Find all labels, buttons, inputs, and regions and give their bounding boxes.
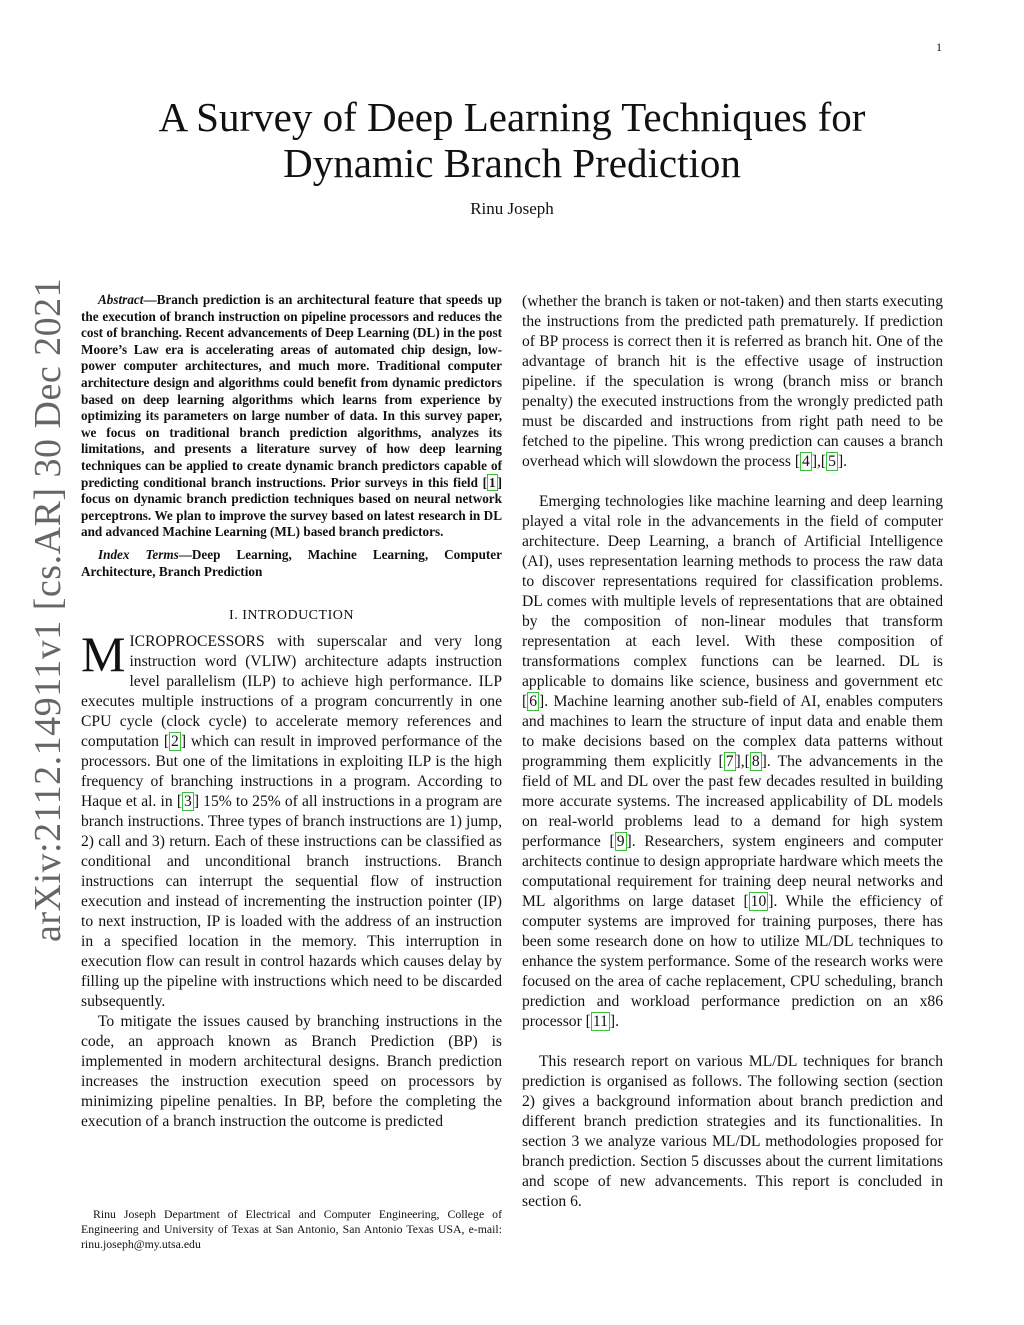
citation-link[interactable]: 3 bbox=[184, 793, 192, 811]
intro-paragraph-2: To mitigate the issues caused by branching instructions in the code, an approach known as Branch Prediction (BP) is implemented in modern architectural designs. Branch prediction increases the instruction execution speed on processors by minimizing pipeline penalties. In BP, before the completing the execution of a branch instruction the outcome is predicted bbox=[81, 1013, 502, 1131]
right-paragraph-1: (whether the branch is taken or not-taken) and then starts executing the instructions from the predicted path prematurely. If prediction of BP process is correct then it is referred as branch hit. One of the advantage of branch hit is the effective usage of instruction pipeline. if the speculation is wrong (branch miss or branch penalty) the executed instructions from the wrongly predicted path must be discarded and instructions from right path need to be fetched to the pipeline. This wrong prediction can causes a branch overhead which will slowdown the process [ 4 ],[ 5 ]. bbox=[522, 293, 943, 470]
intro-paragraph-1: MICROPROCESSORS with superscalar and very long instruction word (VLIW) architecture adapts instruction level parallelism (ILP) to achieve high performance. ILP executes multiple instructions of a program concurrently in one CPU cycle (clock cycle) to accelerate memory references and computation [ 2 ] which can result in improved performance of the processors. But one of the limitations in exploiting ILP is the high frequency of branching instructions in a program. According to Haque et al. in [ 3 ] 15% to 25% of all instructions in a program are branch instructions. Three types of branch instructions are 1) jump, 2) call and 3) return. Each of these instructions can be classified as conditional and unconditional branch instructions. Branch instructions can interrupt the sequential flow of instruction execution and instead of incrementing the instruction pointer (IP) to next instruction, IP is loaded with the address of an instruction in a specified location in the memory. This interruption in execution flow can result in control hazards which causes delay by filling up the pipeline with instructions which need to be discarded subsequently. bbox=[81, 626, 502, 1011]
arxiv-stamp: arXiv:2112.14911v1 [cs.AR] 30 Dec 2021 bbox=[27, 277, 69, 942]
paper-title bbox=[80, 94, 944, 186]
right-text-2e: . While the efficiency of computer systems are improved for training purposes, there has been some research done on how to utilize ML/DL techniques to enhance the system performance. Some of the research works were focused on the area of cache replacement, CPU scheduling, branch prediction and workload performance prediction on an x86 processor bbox=[522, 893, 943, 1030]
intro-text-c: 15% to 25% of all instructions in a program are branch instructions. Three types of branch instructions are 1) jump, 2) call and 3) return. Each of these instructions can be classified as conditional and unconditional branch instructions. Branch instructions can interrupt the sequential flow of instruction execution and instead of incrementing the instruction pointer (IP) to next instruction, IP is loaded with the address of an instruction in a specified location in the memory. This interruption in execution flow can result in control hazards which causes delay by filling up the pipeline with instructions which need to be discarded subsequently. bbox=[81, 793, 502, 1011]
section-heading: I. INTRODUCTION bbox=[229, 608, 354, 624]
index-terms bbox=[81, 547, 502, 580]
footnote: Rinu Joseph Department of Electrical and Computer Engineering, College of Engineering and University of Texas at San Antonio, San Antonio Texas USA, e-mail: rinu.joseph@my.utsa.edu bbox=[81, 1207, 502, 1251]
left-column bbox=[81, 292, 502, 1132]
intro-text-b: which can result in improved performance of the processors. But one of the limitations in exploiting ILP is the high frequency of branching instructions in a program. According to Haque et al. in bbox=[81, 733, 502, 811]
page-number: 1 bbox=[936, 40, 942, 54]
citation-link[interactable]: 10 bbox=[750, 893, 767, 910]
index-terms-label: Index Terms bbox=[98, 546, 179, 562]
title-line-2: Dynamic Branch Prediction bbox=[283, 140, 741, 186]
drop-cap: M bbox=[81, 626, 126, 683]
abstract-label: Abstract bbox=[98, 292, 144, 307]
right-text-a: (whether the branch is taken or not-taken) and then starts executing the instructions from the predicted path prematurely. If prediction of BP process is correct then it is referred as branch hit. One of the advantage of branch hit is the effective usage of instruction pipeline. if the speculation is wrong (branch miss or branch penalty) the executed instructions from the wrongly predicted path must be discarded and instructions from right path need to be fetched to the pipeline. This wrong prediction can causes a branch overhead which will slowdown the process bbox=[522, 293, 943, 470]
index-terms-text: —Deep Learning, Machine Learning, Computer Architecture, Branch Prediction bbox=[81, 546, 502, 579]
abstract-text-end: focus on dynamic branch prediction techniques based on neural network perceptrons. We plan to improve the survey based on latest research in DL and advanced Machine Learning (ML) based branch predictors. bbox=[81, 491, 502, 540]
abstract-text: —Branch prediction is an architectural feature that speeds up the execution of branch instruction on pipeline processors and reduces the cost of branching. Recent advancements of Deep Learning (DL) in the post Moore’s Law era is accelerating areas of automated chip design, low-power computer architectures, and much more. Traditional computer architecture design and algorithms could benefit from dynamic predictors based on deep learning algorithms which learns from experience by optimizing its parameters on large number of data. In this survey paper, we focus on traditional branch prediction algorithms, analyzes its limitations, and presents a literature survey of how deep learning techniques can be applied to create dynamic branch predictors capable of predicting conditional branch instructions. Prior surveys in this field bbox=[81, 292, 502, 490]
citation-link[interactable]: 1 bbox=[489, 474, 496, 490]
right-text-2c: . The advancements in the field of ML and DL over the past few decades resulted in building more accurate systems. The increased applicability of DL models on real-world problems lead to a demand for high system performance bbox=[522, 753, 943, 850]
right-text-2b: . Machine learning another sub-field of AI, enables computers and machines to learn the structure of input data and enable them to make decisions based on the complex data patterns without programming them explicitly bbox=[522, 693, 943, 770]
right-text-2d: . Researchers, system engineers and computer architects continue to design appropriate hardware which meets the computational requirement for training deep neural networks and ML algorithms on large dataset bbox=[522, 833, 943, 910]
author: Rinu Joseph bbox=[470, 199, 554, 218]
citation-link[interactable]: 2 bbox=[171, 733, 179, 751]
right-paragraph-2: Emerging technologies like machine learning and deep learning played a vital role in the advancements in the field of computer architecture. Deep Learning, a branch of Artificial Intelligence (AI), uses representation learning methods to process the raw data to discover representations required for classification problems. DL comes with multiple levels of representations that are obtained by the composition of non-linear modules that transform representation at each level. With these composition of transformations complex functions can be learned. DL is applicable to domains like science, business and government etc [ 6 ]. Machine learning another sub-field of AI, enables computers and machines to learn the structure of input data and enable them to make decisions based on the complex data patterns without programming them explicitly [ 7 ],[ 8 ]. The advancements in the field of ML and DL over the past few decades resulted in building more accurate systems. The increased applicability of DL models on real-world problems lead to a demand for high system performance [ 9 ]. Researchers, system engineers and computer architects continue to design appropriate hardware which meets the computational requirement for training deep neural networks and ML algorithms on large dataset [ 10 ]. While the efficiency of computer systems are improved for training purposes, there has been some research done on how to utilize ML/DL techniques to enhance the system performance. Some of the research works were focused on the area of cache replacement, CPU scheduling, branch prediction and workload performance prediction on an x86 processor [ 11 ]. bbox=[522, 493, 943, 1030]
citation-link[interactable]: 11 bbox=[592, 1013, 608, 1030]
citation-link[interactable]: 7 bbox=[725, 753, 734, 770]
citation-link[interactable]: 8 bbox=[751, 753, 760, 770]
citation-link[interactable]: 9 bbox=[616, 833, 625, 850]
right-text-2a: Emerging technologies like machine learning and deep learning played a vital role in the advancements in the field of computer architecture. Deep Learning, a branch of Artificial Intelligence (AI), uses representation learning methods to process the raw data to discover representations required for classification problems. DL comes with multiple levels of representations that are obtained by the composition of non-linear modules that transform representation at each level. With these composition of transformations complex functions can be learned. DL is applicable to domains like science, business and government etc bbox=[522, 493, 943, 690]
citation-link[interactable]: 6 bbox=[529, 693, 537, 710]
intro-text-a: ICROPROCESSORS with superscalar and very long instruction word (VLIW) architecture adapts instruction level parallelism (ILP) to achieve high performance. ILP executes multiple instructions of a program concurrently in one CPU cycle (clock cycle) to accelerate memory references and computation bbox=[81, 633, 502, 751]
citation-link[interactable]: 5 bbox=[828, 453, 836, 470]
title-line-1: A Survey of Deep Learning Techniques for bbox=[158, 94, 866, 140]
citation-link[interactable]: 4 bbox=[802, 453, 810, 470]
right-paragraph-3: This research report on various ML/DL techniques for branch prediction is organised as follows. The following section (section 2) gives a background information about branch prediction and different branch prediction strategies and its functionalities. In section 3 we analyze various ML/DL methodologies proposed for branch prediction. Section 5 discusses about the current limitations and scope of new advancements. This report is concluded in section 6. bbox=[522, 1053, 943, 1210]
right-column bbox=[522, 292, 943, 1212]
abstract: Abstract—Branch prediction is an architectural feature that speeds up the execution of branch instruction on pipeline processors and reduces the cost of branching. Recent advancements of Deep Learning (DL) in the post Moore’s Law era is accelerating areas of automated chip design, low-power computer architectures, and much more. Traditional computer architecture design and algorithms could benefit from dynamic predictors based on deep learning algorithms which learns from experience by optimizing its parameters on large number of data. In this survey paper, we focus on traditional branch prediction algorithms, analyzes its limitations, and presents a literature survey of how deep learning techniques can be applied to create dynamic branch predictors capable of predicting conditional branch instructions. Prior surveys in this field [ 1 ] focus on dynamic branch prediction techniques based on neural network perceptrons. We plan to improve the survey based on latest research in DL and advanced Machine Learning (ML) based branch predictors. bbox=[81, 292, 502, 540]
